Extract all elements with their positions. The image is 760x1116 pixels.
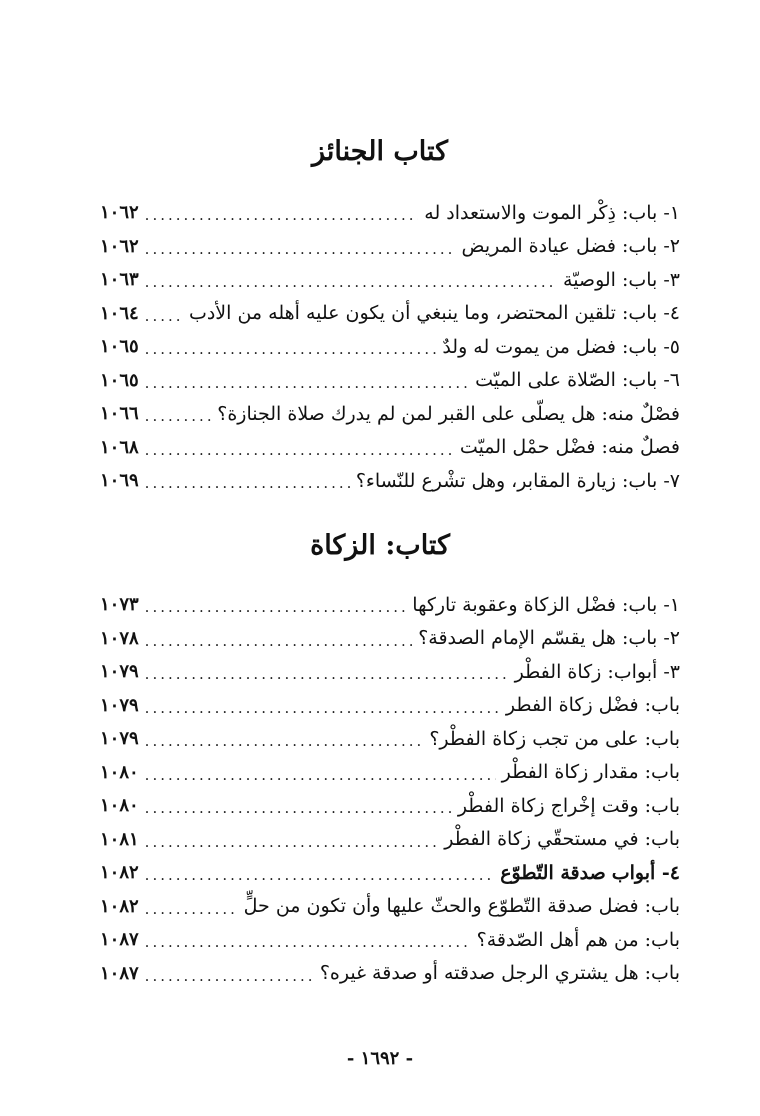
entry-title: زيارة المقابر، وهل تشْرع للنّساء؟	[355, 469, 616, 492]
toc-list-zakat	[100, 588, 680, 990]
entry-prefix: فصلٌ منه:	[601, 436, 680, 459]
entry-page-number: ١٠٧٩	[100, 728, 139, 750]
dot-leader	[145, 963, 314, 984]
dot-leader	[145, 795, 452, 816]
toc-entry	[100, 263, 680, 297]
entry-prefix: باب:	[644, 727, 680, 750]
entry-title: مقدار زكاة الفطْر	[501, 761, 639, 784]
dot-leader	[145, 862, 495, 883]
entry-page-number: ١٠٧٩	[100, 694, 139, 716]
dot-leader	[145, 661, 509, 682]
toc-entry	[100, 923, 680, 957]
toc-entry	[100, 890, 680, 924]
dot-leader	[145, 437, 454, 458]
dot-leader	[145, 829, 439, 850]
entry-page-number: ١٠٨٠	[100, 761, 139, 783]
toc-entry	[100, 364, 680, 398]
dot-leader	[145, 929, 471, 950]
entry-title: من هم أهل الصّدقة؟	[476, 928, 639, 951]
section-title-zakat: كتاب: الزكاة	[310, 530, 450, 561]
entry-prefix: باب:	[644, 694, 680, 717]
dot-leader	[145, 728, 424, 749]
entry-page-number: ١٠٦٥	[100, 369, 139, 391]
entry-page-number: ١٠٧٨	[100, 627, 139, 649]
entry-title: هل يصلّى على القبر لمن لم يدرك صلاة الجنازة؟	[217, 402, 596, 425]
entry-page-number: ١٠٨٢	[100, 862, 139, 884]
entry-prefix: ٤- باب:	[621, 302, 680, 325]
entry-title: في مستحقّي زكاة الفطْر	[444, 828, 639, 851]
entry-prefix: ١- باب:	[621, 593, 680, 616]
entry-page-number: ١٠٦٩	[100, 470, 139, 492]
entry-page-number: ١٠٨٠	[100, 795, 139, 817]
entry-page-number: ١٠٦٥	[100, 336, 139, 358]
entry-page-number: ١٠٦٤	[100, 302, 139, 324]
entry-prefix: ٢- باب:	[621, 235, 680, 258]
entry-title: هل يشتري الرجل صدقته أو صدقة غيره؟	[319, 962, 639, 985]
entry-prefix: باب:	[644, 828, 680, 851]
entry-prefix: باب:	[644, 895, 680, 918]
entry-prefix: ٣- باب:	[621, 268, 680, 291]
entry-prefix: ٢- باب:	[621, 627, 680, 650]
entry-prefix: باب:	[644, 962, 680, 985]
entry-prefix: باب:	[644, 761, 680, 784]
toc-entry	[100, 722, 680, 756]
entry-page-number: ١٠٦٦	[100, 403, 139, 425]
toc-entry	[100, 588, 680, 622]
entry-title: الوصيّة	[563, 268, 616, 291]
entry-page-number: ١٠٧٩	[100, 661, 139, 683]
toc-entry	[100, 655, 680, 689]
entry-title: فضل عيادة المريض	[461, 235, 616, 258]
entry-prefix: فصْلٌ منه:	[601, 402, 680, 425]
toc-entry	[100, 856, 680, 890]
dot-leader	[145, 403, 212, 424]
entry-title: فضْل زكاة الفطر	[505, 694, 639, 717]
dot-leader	[145, 695, 500, 716]
dot-leader	[145, 594, 407, 615]
dot-leader	[145, 269, 557, 290]
toc-entry	[100, 689, 680, 723]
dot-leader	[145, 336, 437, 357]
entry-prefix: باب:	[644, 928, 680, 951]
dot-leader	[145, 628, 413, 649]
toc-entry	[100, 622, 680, 656]
dot-leader	[145, 236, 456, 257]
entry-prefix: ٣- أبواب:	[607, 660, 680, 683]
toc-entry	[100, 431, 680, 465]
entry-prefix: ١- باب:	[621, 201, 680, 224]
entry-title: الصّلاة على الميّت	[475, 369, 616, 392]
entry-prefix: ٥- باب:	[621, 335, 680, 358]
dot-leader	[145, 370, 469, 391]
entry-title: فضل من يموت له ولدٌ	[442, 335, 616, 358]
entry-prefix: ٤- أبواب	[611, 861, 680, 884]
toc-entry	[100, 297, 680, 331]
entry-title: على من تجب زكاة الفطْر؟	[429, 727, 639, 750]
entry-title: وقت إخْراج زكاة الفطْر	[457, 794, 639, 817]
dot-leader	[145, 896, 238, 917]
dot-leader	[145, 202, 419, 223]
toc-entry	[100, 230, 680, 264]
toc-entry	[100, 823, 680, 857]
entry-title: فضْل حمْل الميّت	[459, 436, 596, 459]
entry-page-number: ١٠٨٧	[100, 962, 139, 984]
entry-title: ذِكْر الموت والاستعداد له	[424, 201, 616, 224]
entry-page-number: ١٠٦٢	[100, 202, 139, 224]
entry-prefix: ٧- باب:	[621, 469, 680, 492]
entry-page-number: ١٠٧٣	[100, 594, 139, 616]
dot-leader	[145, 470, 350, 491]
entry-prefix: باب:	[644, 794, 680, 817]
entry-title: زكاة الفطْر	[514, 660, 602, 683]
entry-title: فضْل الزكاة وعقوبة تاركها	[412, 593, 616, 616]
toc-entry	[100, 957, 680, 991]
toc-entry	[100, 464, 680, 498]
toc-entry	[100, 330, 680, 364]
toc-entry	[100, 397, 680, 431]
toc-entry	[100, 789, 680, 823]
dot-leader	[145, 762, 496, 783]
entry-page-number: ١٠٦٨	[100, 436, 139, 458]
entry-page-number: ١٠٦٢	[100, 235, 139, 257]
entry-page-number: ١٠٦٣	[100, 269, 139, 291]
toc-entry	[100, 756, 680, 790]
page-number-footer: - ١٦٩٢ -	[346, 1048, 414, 1069]
entry-title: فضل صدقة التّطوّع والحثّ عليها وأن تكون من حلٍّ	[243, 895, 639, 918]
entry-title: صدقة التّطوّع	[500, 861, 606, 884]
section-title-janaiz: كتاب الجنائز	[312, 136, 448, 167]
entry-page-number: ١٠٨٢	[100, 895, 139, 917]
entry-page-number: ١٠٨١	[100, 828, 139, 850]
dot-leader	[145, 303, 183, 324]
toc-entry	[100, 196, 680, 230]
toc-list-janaiz	[100, 196, 680, 498]
entry-prefix: ٦- باب:	[621, 369, 680, 392]
entry-title: تلقين المحتضر، وما ينبغي أن يكون عليه أهله من الأدب	[188, 302, 616, 325]
entry-page-number: ١٠٨٧	[100, 929, 139, 951]
entry-title: هل يقسّم الإمام الصدقة؟	[418, 627, 616, 650]
